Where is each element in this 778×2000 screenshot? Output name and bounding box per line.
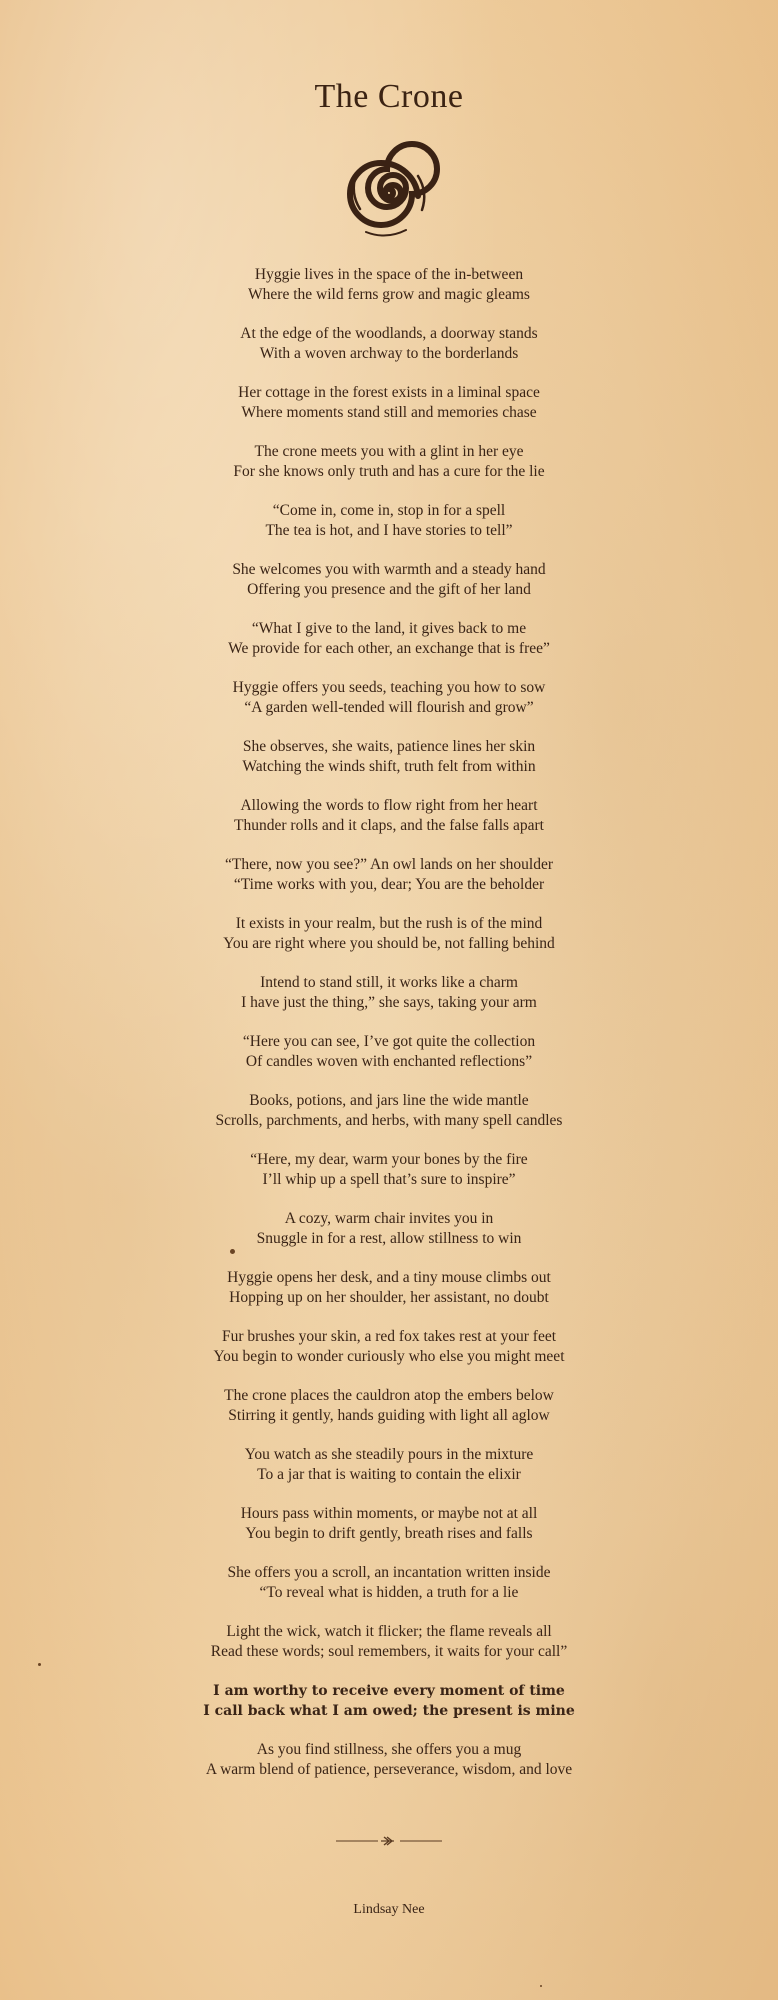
poem-line: Intend to stand still, it works like a charm (260, 974, 518, 991)
poem-line: “There, now you see?” An owl lands on her shoulder (225, 856, 553, 873)
stanza (0, 560, 778, 600)
poem-line: She welcomes you with warmth and a steady hand (232, 561, 546, 578)
stanza (0, 619, 778, 659)
stanza (0, 1150, 778, 1190)
stanza (0, 265, 778, 305)
poem-line: Snuggle in for a rest, allow stillness to win (256, 1230, 522, 1247)
stanza (0, 1091, 778, 1131)
poem-line: For she knows only truth and has a cure for the lie (233, 463, 545, 480)
poem-line: At the edge of the woodlands, a doorway stands (240, 325, 538, 342)
stanza (0, 1032, 778, 1072)
poem-line: Light the wick, watch it flicker; the flame reveals all (226, 1623, 552, 1640)
poem-line: Hours pass within moments, or maybe not at all (240, 1505, 538, 1522)
poem-line: Where the wild ferns grow and magic gleams (248, 286, 530, 303)
poem-line: Fur brushes your skin, a red fox takes rest at your feet (221, 1328, 557, 1345)
stanza (0, 855, 778, 895)
stanza (0, 1268, 778, 1308)
poem-line: “Here, my dear, warm your bones by the fire (250, 1151, 528, 1168)
poem-line: She offers you a scroll, an incantation written inside (227, 1564, 551, 1581)
poem-line: I am worthy to receive every moment of time (213, 1683, 565, 1699)
stanza (0, 1327, 778, 1367)
poem-line: As you find stillness, she offers you a mug (256, 1741, 522, 1758)
poem-line: To a jar that is waiting to contain the elixir (257, 1466, 521, 1483)
stanza (0, 1504, 778, 1544)
stanza (0, 1622, 778, 1662)
stanza (0, 383, 778, 423)
poem-line: I call back what I am owed; the present is mine (203, 1703, 575, 1719)
poem-line: Of candles woven with enchanted reflections” (245, 1053, 533, 1070)
poem-line: “Come in, come in, stop in for a spell (272, 502, 506, 519)
poem-line: “A garden well-tended will flourish and grow” (244, 699, 534, 716)
poem-line: Hyggie opens her desk, and a tiny mouse climbs out (227, 1269, 551, 1286)
poem-line: Watching the winds shift, truth felt from within (242, 758, 536, 775)
stanza (0, 501, 778, 541)
stanza (0, 678, 778, 718)
arrow-divider-icon (334, 1834, 444, 1848)
stanza (0, 324, 778, 364)
poem-line: Hyggie lives in the space of the in-between (254, 266, 524, 283)
poem-line: The tea is hot, and I have stories to tell” (265, 522, 513, 539)
poem-line: “Here you can see, I’ve got quite the collection (242, 1033, 536, 1050)
stanza (0, 796, 778, 836)
poem-line: Where moments stand still and memories chase (241, 404, 537, 421)
poem-line: Thunder rolls and it claps, and the false falls apart (234, 817, 544, 834)
poem-line: With a woven archway to the borderlands (259, 345, 519, 362)
stanza (0, 1209, 778, 1249)
poem-line: I have just the thing,” she says, taking your arm (241, 994, 537, 1011)
stanza (0, 914, 778, 954)
poem-line: It exists in your realm, but the rush is of the mind (235, 915, 543, 932)
poem-line: Hopping up on her shoulder, her assistant, no doubt (229, 1289, 549, 1306)
incantation-stanza (0, 1681, 778, 1721)
poem-line: A warm blend of patience, perseverance, wisdom, and love (205, 1761, 573, 1778)
poem-line: You are right where you should be, not falling behind (223, 935, 555, 952)
poem-line: Her cottage in the forest exists in a liminal space (238, 384, 540, 401)
poem-line: Read these words; soul remembers, it waits for your call” (210, 1643, 568, 1660)
stanza (0, 1386, 778, 1426)
poem-line: You begin to drift gently, breath rises and falls (245, 1525, 533, 1542)
poem-line: “To reveal what is hidden, a truth for a lie (259, 1584, 519, 1601)
poem-body (0, 265, 778, 1799)
poem-line: You begin to wonder curiously who else you might meet (213, 1348, 565, 1365)
poem-line: The crone places the cauldron atop the embers below (224, 1387, 554, 1404)
paper-speck (540, 1985, 542, 1987)
poem-line: Scrolls, parchments, and herbs, with many spell candles (215, 1112, 563, 1129)
stanza (0, 442, 778, 482)
poem-line: Stirring it gently, hands guiding with light all aglow (228, 1407, 550, 1424)
poem-line: We provide for each other, an exchange that is free” (228, 640, 550, 657)
poem-line: Books, potions, and jars line the wide mantle (249, 1092, 529, 1109)
poem-title: The Crone (314, 78, 464, 115)
stanza (0, 1740, 778, 1780)
poem-line: Allowing the words to flow right from her heart (240, 797, 538, 814)
paper-speck (38, 1663, 41, 1666)
poem-line: “Time works with you, dear; You are the beholder (233, 876, 545, 893)
stanza (0, 1563, 778, 1603)
stanza (0, 737, 778, 777)
author-name: Lindsay Nee (353, 1902, 425, 1917)
stanza (0, 973, 778, 1013)
paper-speck (230, 1249, 235, 1254)
poem-line: Offering you presence and the gift of her land (247, 581, 531, 598)
poem-line: A cozy, warm chair invites you in (284, 1210, 494, 1227)
poem-line: The crone meets you with a glint in her eye (254, 443, 524, 460)
stanza (0, 1445, 778, 1485)
poem-line: I’ll whip up a spell that’s sure to inspire” (262, 1171, 516, 1188)
poem-line: Hyggie offers you seeds, teaching you how to sow (232, 679, 546, 696)
poem-line: You watch as she steadily pours in the mixture (244, 1446, 534, 1463)
spiral-icon (336, 140, 442, 246)
poem-line: “What I give to the land, it gives back to me (251, 620, 527, 637)
poem-line: She observes, she waits, patience lines her skin (242, 738, 536, 755)
